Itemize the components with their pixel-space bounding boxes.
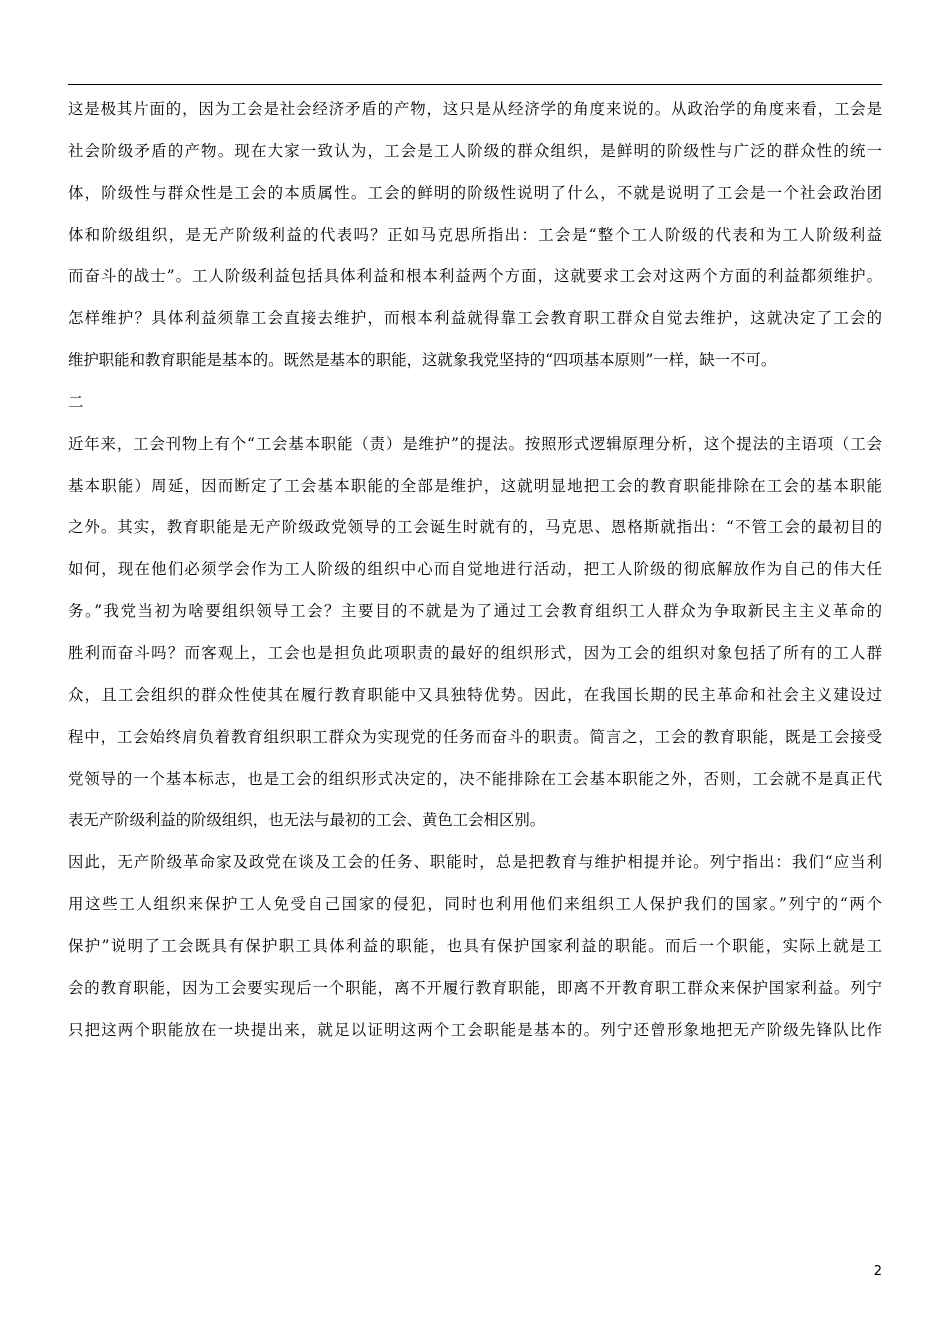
- text-line: 保护”说明了工会既具有保护职工具体利益的职能，也具有保护国家利益的职能。而后一个职能，实际上就是工: [68, 936, 882, 955]
- text-line: 因此，无产阶级革命家及政党在谈及工会的任务、职能时，总是把教育与维护相提并论。列宁指出：我们“应当利: [68, 853, 882, 872]
- text-line: 基本职能）周延，因而断定了工会基本职能的全部是维护，这就明显地把工会的教育职能排除在工会的基本职能: [68, 476, 882, 495]
- section-heading: 二: [68, 392, 84, 411]
- text-line: 这是极其片面的，因为工会是社会经济矛盾的产物，这只是从经济学的角度来说的。从政治学的角度来看，工会是: [68, 100, 882, 118]
- text-line: 社会阶级矛盾的产物。现在大家一致认为，工会是工人阶级的群众组织，是鲜明的阶级性与广泛的群众性的统一: [68, 141, 882, 160]
- text-line: 务。”我党当初为啥要组织领导工会？主要目的不就是为了通过工会教育组织工人群众为争取新民主主义革命的: [68, 602, 882, 621]
- header-rule: [68, 84, 882, 85]
- text-line: 胜利而奋斗吗？而客观上，工会也是担负此项职责的最好的组织形式，因为工会的组织对象包括了所有的工人群: [68, 643, 882, 662]
- text-line: 体和阶级组织，是无产阶级利益的代表吗？正如马克思所指出：工会是“整个工人阶级的代表和为工人阶级利益: [68, 225, 882, 244]
- text-line: 而奋斗的战士”。工人阶级利益包括具体利益和根本利益两个方面，这就要求工会对这两个方面的利益都须维护。: [68, 267, 882, 286]
- body-text: [68, 89, 888, 1051]
- text-line: 程中，工会始终肩负着教育组织职工群众为实现党的任务而奋斗的职责。简言之，工会的教育职能，既是工会接受: [68, 727, 882, 746]
- text-line: 近年来，工会刊物上有个“工会基本职能（责）是维护”的提法。按照形式逻辑原理分析，这个提法的主语项（工会: [68, 434, 882, 453]
- text-line: 体，阶级性与群众性是工会的本质属性。工会的鲜明的阶级性说明了什么，不就是说明了工会是一个社会政治团: [68, 183, 882, 202]
- text-line: 维护职能和教育职能是基本的。既然是基本的职能，这就象我党坚持的“四项基本原则”一样，缺一不可。: [68, 351, 777, 370]
- page-number: 2: [873, 1264, 882, 1279]
- text-line: 之外。其实，教育职能是无产阶级政党领导的工会诞生时就有的，马克思、恩格斯就指出：“不管工会的最初目的: [68, 518, 882, 537]
- text-line: 表无产阶级利益的阶级组织，也无法与最初的工会、黄色工会相区别。: [68, 811, 546, 830]
- text-line: 会的教育职能，因为工会要实现后一个职能，离不开履行教育职能，即离不开教育职工群众来保护国家利益。列宁: [68, 978, 882, 997]
- text-line: 只把这两个职能放在一块提出来，就足以证明这两个工会职能是基本的。列宁还曾形象地把无产阶级先锋队比作: [68, 1020, 882, 1039]
- text-line: 党领导的一个基本标志，也是工会的组织形式决定的，决不能排除在工会基本职能之外，否则，工会就不是真正代: [68, 769, 882, 788]
- text-line: 众，且工会组织的群众性使其在履行教育职能中又具独特优势。因此，在我国长期的民主革命和社会主义建设过: [68, 685, 882, 704]
- text-line: 用这些工人组织来保护工人免受自己国家的侵犯，同时也利用他们来组织工人保护我们的国家。”列宁的“两个: [68, 895, 882, 914]
- text-line: 怎样维护？具体利益须靠工会直接去维护，而根本利益就得靠工会教育职工群众自觉去维护，这就决定了工会的: [68, 309, 882, 328]
- text-line: 如何，现在他们必须学会作为工人阶级的组织中心而自觉地进行活动，把工人阶级的彻底解放作为自己的伟大任: [68, 560, 882, 579]
